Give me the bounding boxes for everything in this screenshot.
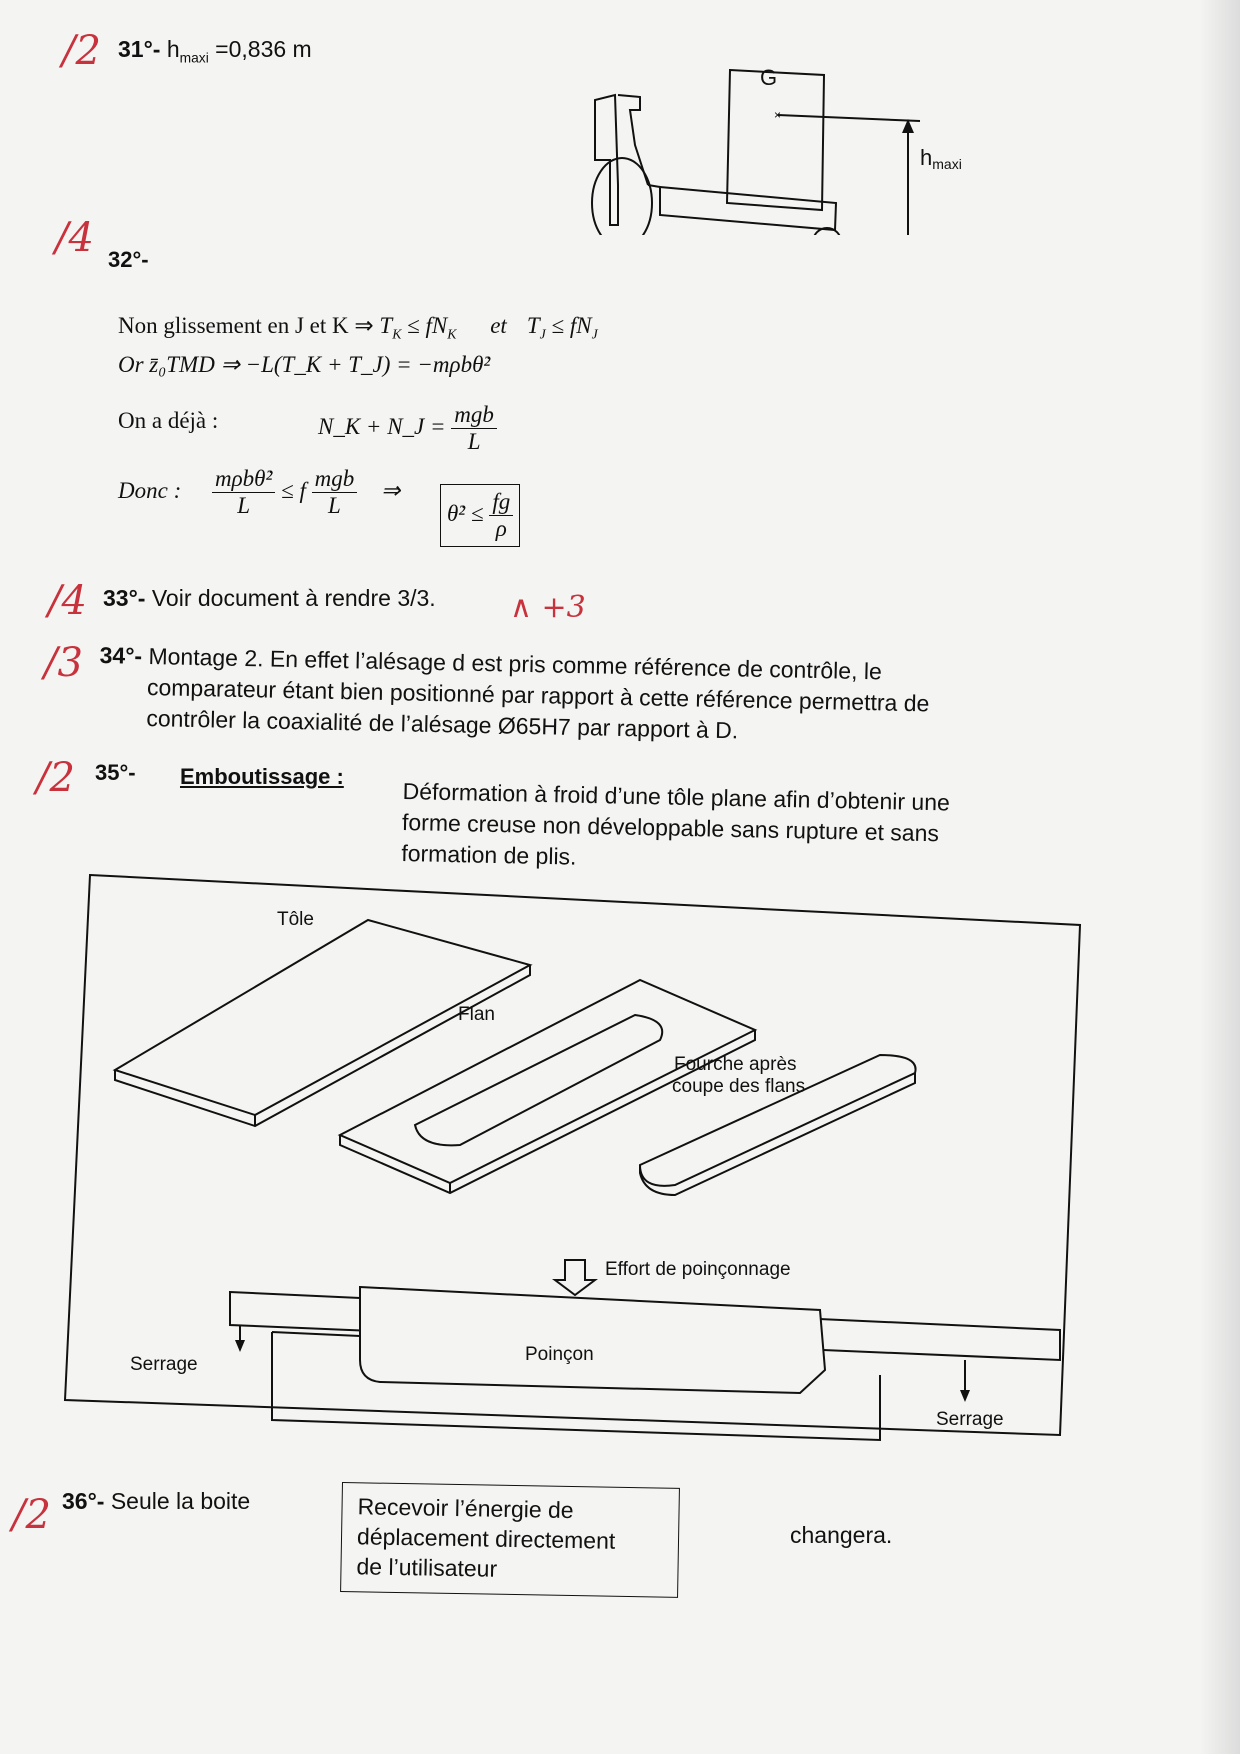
front-wheel — [592, 158, 652, 235]
q31-number: 31°- — [118, 36, 161, 62]
label-poincon: Poinçon — [525, 1344, 594, 1365]
q35-definition: Déformation à froid d’une tôle plane afin d’obtenir une forme creuse non développable sans rupture et sans formation de plis. — [401, 777, 951, 870]
q32-line3-label: On a déjà : — [118, 408, 219, 433]
label-serrage-left: Serrage — [130, 1354, 198, 1375]
q32-number: 32°- — [108, 247, 149, 272]
grade-mark-q33-extra: ∧ +3 — [510, 590, 586, 625]
q31-answer — [118, 36, 312, 66]
q35-term: Emboutissage : — [180, 764, 344, 789]
q32-line2: Or z̄₀TMD ⇒ −L(T_K + T_J) = −mρbθ̇² — [118, 352, 491, 377]
label-effort: Effort de poinçonnage — [605, 1259, 791, 1280]
q32-line4-label: Donc : — [118, 478, 182, 503]
q31-var-sub: maxi — [179, 50, 209, 66]
q34-answer: 34°- Montage 2. En effet l’alésage d est pris comme référence de contrôle, le comparateur étant bien positionné par rapport à cette référence permettra de contrôler la coaxialité de l’alésage Ø65H7 par rapport à D. — [99, 641, 930, 744]
flan-hole — [415, 1015, 662, 1145]
q31-var: h — [166, 36, 180, 62]
label-fourche-2: coupe des flans — [672, 1076, 806, 1097]
label-serrage-right: Serrage — [936, 1409, 1004, 1430]
function-box: Recevoir l’énergie de déplacement directement de l’utilisateur — [340, 1482, 680, 1598]
q32-result-box: θ̇² ≤ $\frac{fg}{\rho}$ — [440, 484, 520, 547]
pallet-truck-figure — [590, 55, 1090, 235]
label-hmaxi: hmaxi — [920, 145, 962, 172]
g-level-line — [778, 115, 920, 121]
grade-mark-q31: /2 — [62, 28, 101, 74]
q36-after: changera. — [790, 1522, 893, 1548]
grade-mark-q35: /2 — [36, 755, 75, 801]
effort-arrow — [555, 1260, 595, 1295]
svg-text:×: × — [774, 108, 782, 122]
grade-mark-q33: /4 — [48, 578, 87, 624]
label-tole: Tôle — [277, 909, 314, 930]
page-edge-shadow — [1200, 0, 1240, 1754]
label-g: G — [760, 65, 778, 90]
q32-line4-eq: $\frac{\text{mρbθ̇²}}{L}$ ≤ f $\frac{\text{mgb}}{L}$ ⇒ — [212, 466, 400, 519]
q31-value: =0,836 m — [208, 36, 312, 62]
load-box — [727, 70, 824, 210]
grade-mark-q36: /2 — [12, 1492, 51, 1538]
q35-number: 35°- — [95, 760, 136, 785]
q33-answer: 33°- Voir document à rendre 3/3. — [103, 585, 436, 611]
q32-line3-eq: N_K + N_J = $\frac{\text{mgb}}{L}$ — [318, 402, 497, 455]
q36-before: 36°- Seule la boite — [62, 1488, 251, 1514]
label-fourche-1: Fourche après — [674, 1054, 797, 1075]
emboutissage-figure — [60, 870, 1090, 1490]
grade-mark-q34: /3 — [44, 640, 83, 686]
q32-line1: Non glissement en J et K ⇒ $T_K \le fN_K$ et $T_J \le fN_J$ — [118, 313, 598, 342]
grade-mark-q32: /4 — [55, 215, 94, 261]
label-flan: Flan — [458, 1004, 495, 1025]
poincon — [360, 1287, 825, 1393]
